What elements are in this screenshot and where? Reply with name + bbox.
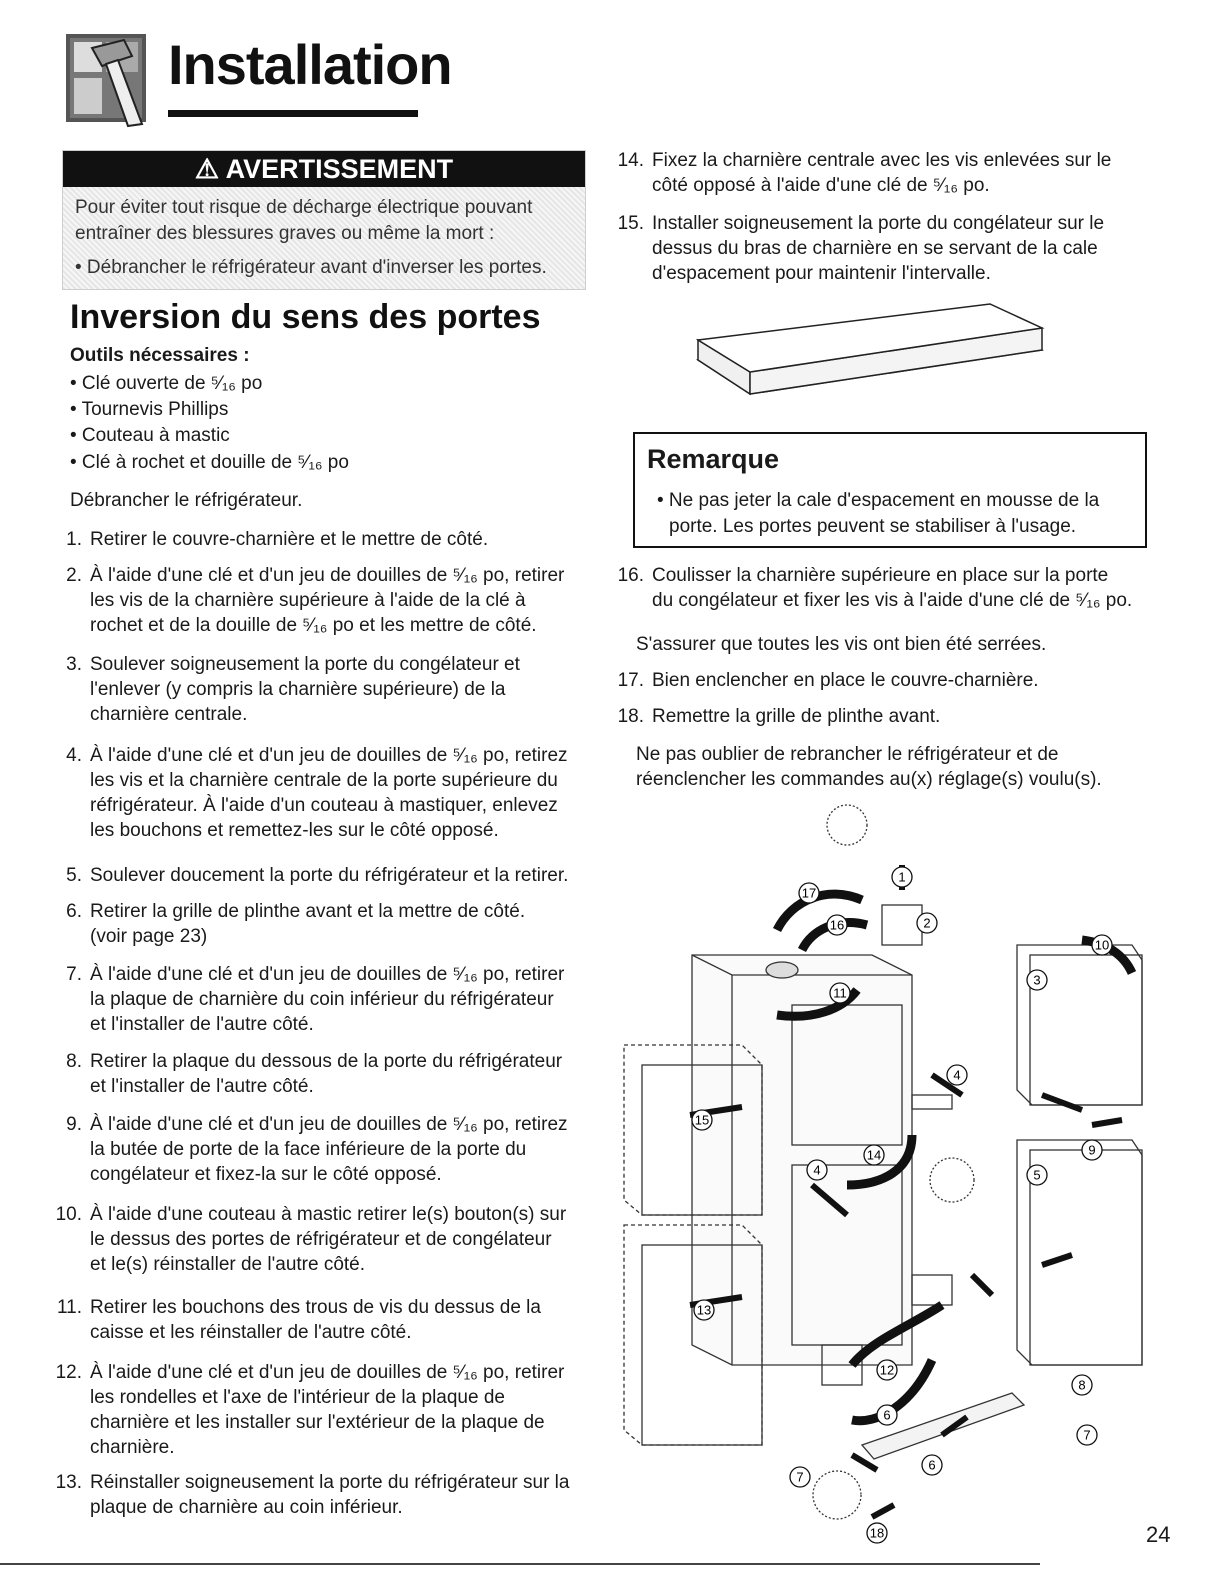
- step-number: 6.: [66, 901, 82, 922]
- callout-label: 3: [1033, 972, 1041, 988]
- step-number: 4.: [66, 745, 82, 766]
- step-line: et l'installer de l'autre côté.: [90, 1076, 314, 1097]
- step-number: 13.: [55, 1472, 82, 1493]
- step-line: les bouchons et remettez-les sur le côté opposé.: [90, 820, 499, 841]
- callout-label: 10: [1094, 937, 1110, 953]
- step-line: les vis et la charnière centrale de la porte supérieure du: [90, 770, 558, 791]
- callout-label: 9: [1088, 1142, 1096, 1158]
- title-underline: [168, 110, 418, 117]
- step-text: [652, 211, 1104, 286]
- note-line: porte. Les portes peuvent se stabiliser à l'usage.: [669, 516, 1077, 537]
- tool-item: • Tournevis Phillips: [70, 399, 229, 420]
- step-number: 15.: [617, 213, 644, 234]
- step-text: [90, 1202, 566, 1277]
- step-line: À l'aide d'une clé et d'un jeu de douilles de ⁵⁄₁₆ po, retirer: [90, 964, 565, 985]
- closing-line: Ne pas oublier de rebrancher le réfrigérateur et de: [636, 744, 1059, 765]
- warning-line: • Débrancher le réfrigérateur avant d'inverser les portes.: [75, 257, 547, 278]
- step-number: 17.: [617, 670, 644, 691]
- warning-heading: ⚠ AVERTISSEMENT: [63, 151, 585, 187]
- callout-label: 8: [1078, 1377, 1086, 1393]
- step-text: [90, 863, 568, 888]
- unplug-text: Débrancher le réfrigérateur.: [70, 490, 303, 511]
- step-text: [90, 1112, 568, 1187]
- callout-label: 16: [829, 917, 845, 933]
- step-line: côté opposé à l'aide d'une clé de ⁵⁄₁₆ po.: [652, 175, 990, 196]
- callout-label: 17: [801, 885, 817, 901]
- warning-box: [62, 150, 586, 290]
- step-text: [90, 899, 525, 949]
- step-text: [652, 668, 1039, 693]
- step-text: [90, 1470, 569, 1520]
- step-number: 16.: [617, 565, 644, 586]
- callout-label: 5: [1033, 1167, 1041, 1183]
- tool-item: • Couteau à mastic: [70, 425, 230, 446]
- step-line: Retirer les bouchons des trous de vis du dessus de la: [90, 1297, 541, 1318]
- step-line: congélateur et fixez-la sur le côté opposé.: [90, 1164, 442, 1185]
- step-text: [90, 527, 488, 552]
- step-line: dessus du bras de charnière en se servant de la cale: [652, 238, 1098, 259]
- step-text: [90, 1295, 541, 1345]
- section-title: Inversion du sens des portes: [70, 298, 541, 336]
- step-line: charnière centrale.: [90, 704, 248, 725]
- step-number: 10.: [55, 1204, 82, 1225]
- step-line: Soulever soigneusement la porte du congélateur et: [90, 654, 520, 675]
- step-text: [90, 962, 564, 1037]
- step-text: [90, 563, 564, 638]
- spacer-illustration: [690, 300, 1050, 405]
- step-line: charnière.: [90, 1437, 175, 1458]
- bottom-rule: [0, 1563, 1040, 1565]
- step-line: Retirer la grille de plinthe avant et la mettre de côté.: [90, 901, 526, 922]
- step-number: 8.: [66, 1051, 82, 1072]
- step-line: Soulever doucement la porte du réfrigérateur et la retirer.: [90, 865, 569, 886]
- step-line: À l'aide d'une clé et d'un jeu de douilles de ⁵⁄₁₆ po, retirer: [90, 1362, 565, 1383]
- step-line: réfrigérateur. À l'aide d'un couteau à mastiquer, enlevez: [90, 795, 558, 816]
- callout-label: 18: [869, 1525, 885, 1541]
- step-line: Coulisser la charnière supérieure en place sur la porte: [652, 565, 1109, 586]
- door-reversal-diagram: [612, 805, 1152, 1541]
- callout-label: 6: [928, 1457, 936, 1473]
- step-number: 2.: [66, 565, 82, 586]
- step-line: le dessus des portes de réfrigérateur et de congélateur: [90, 1229, 552, 1250]
- step-line: Fixez la charnière centrale avec les vis enlevées sur le: [652, 150, 1112, 171]
- tool-item: • Clé ouverte de ⁵⁄₁₆ po: [70, 373, 263, 394]
- callout-label: 12: [879, 1362, 895, 1378]
- step-line: la plaque de charnière du coin inférieur du réfrigérateur: [90, 989, 554, 1010]
- page-number: 24: [1146, 1522, 1171, 1547]
- step-line: rochet et de la douille de ⁵⁄₁₆ po et les mettre de côté.: [90, 615, 537, 636]
- step-text: [90, 743, 568, 843]
- callout-label: 15: [694, 1112, 710, 1128]
- note-line: • Ne pas jeter la cale d'espacement en mousse de la: [657, 490, 1100, 511]
- step-number: 7.: [66, 964, 82, 985]
- step-number: 14.: [617, 150, 644, 171]
- step-line: Bien enclencher en place le couvre-charnière.: [652, 670, 1039, 691]
- step-text: [652, 563, 1132, 613]
- step-line: À l'aide d'une clé et d'un jeu de douilles de ⁵⁄₁₆ po, retirez: [90, 745, 568, 766]
- callout-label: 14: [866, 1147, 882, 1163]
- step-line: caisse et les réinstaller de l'autre côté.: [90, 1322, 412, 1343]
- step-number: 11.: [56, 1297, 82, 1318]
- callout-label: 2: [923, 915, 931, 931]
- step-line: d'espacement pour maintenir l'intervalle.: [652, 263, 991, 284]
- step-line: Retirer le couvre-charnière et le mettre de côté.: [90, 529, 489, 550]
- step-line: Remettre la grille de plinthe avant.: [652, 706, 941, 727]
- step-line: (voir page 23): [90, 926, 208, 947]
- step-line: l'enlever (y compris la charnière supérieure) de la: [90, 679, 506, 700]
- step-text: [90, 1360, 564, 1460]
- step-text: [90, 1049, 562, 1099]
- step-line: du congélateur et fixer les vis à l'aide d'une clé de ⁵⁄₁₆ po.: [652, 590, 1133, 611]
- step-line: À l'aide d'une clé et d'un jeu de douilles de ⁵⁄₁₆ po, retirez: [90, 1114, 568, 1135]
- step-number: 18.: [617, 706, 644, 727]
- page-title: Installation: [168, 33, 452, 96]
- check-screws-text: S'assurer que toutes les vis ont bien été serrées.: [636, 634, 1047, 655]
- callout-label: 11: [833, 985, 847, 1001]
- step-text: [652, 148, 1111, 198]
- callout-label: 13: [696, 1302, 712, 1318]
- step-number: 12.: [55, 1362, 82, 1383]
- callout-label: 7: [1083, 1427, 1091, 1443]
- callout-label: 6: [883, 1407, 891, 1423]
- callout-label: 4: [953, 1067, 961, 1083]
- step-line: les rondelles et l'axe de l'intérieur de la plaque de: [90, 1387, 505, 1408]
- step-line: Retirer la plaque du dessous de la porte du réfrigérateur: [90, 1051, 563, 1072]
- callout-label: 1: [898, 869, 906, 885]
- note-heading: Remarque: [647, 444, 780, 474]
- step-text: [90, 652, 520, 727]
- warning-line: Pour éviter tout risque de décharge électrique pouvant: [75, 197, 533, 218]
- step-line: les vis de la charnière supérieure à l'aide de la clé à: [90, 590, 526, 611]
- step-number: 9.: [66, 1114, 82, 1135]
- step-line: À l'aide d'une clé et d'un jeu de douilles de ⁵⁄₁₆ po, retirer: [90, 565, 565, 586]
- hammer-icon: [62, 28, 150, 128]
- step-line: Réinstaller soigneusement la porte du réfrigérateur sur la: [90, 1472, 570, 1493]
- step-line: charnière et les installer sur l'extérieur de la plaque de: [90, 1412, 545, 1433]
- step-line: et le(s) réinstaller de l'autre côté.: [90, 1254, 366, 1275]
- step-number: 1.: [66, 529, 82, 550]
- step-number: 3.: [66, 654, 82, 675]
- note-box: [633, 432, 1147, 548]
- callout-label: 7: [796, 1469, 804, 1485]
- callout-label: 4: [813, 1162, 821, 1178]
- step-line: plaque de charnière au coin inférieur.: [90, 1497, 403, 1518]
- step-line: et l'installer de l'autre côté.: [90, 1014, 314, 1035]
- tool-item: • Clé à rochet et douille de ⁵⁄₁₆ po: [70, 452, 349, 473]
- step-line: À l'aide d'une couteau à mastic retirer le(s) bouton(s) sur: [90, 1204, 567, 1225]
- note-body: [657, 488, 1137, 540]
- step-text: [652, 704, 940, 729]
- step-line: Installer soigneusement la porte du congélateur sur le: [652, 213, 1105, 234]
- warning-line: entraîner des blessures graves ou même la mort :: [75, 223, 495, 244]
- step-line: la butée de porte de la face inférieure de la porte du: [90, 1139, 527, 1160]
- step-number: 5.: [66, 865, 82, 886]
- closing-line: réenclencher les commandes au(x) réglage(s) voulu(s).: [636, 769, 1102, 790]
- tools-heading: Outils nécessaires :: [70, 345, 250, 366]
